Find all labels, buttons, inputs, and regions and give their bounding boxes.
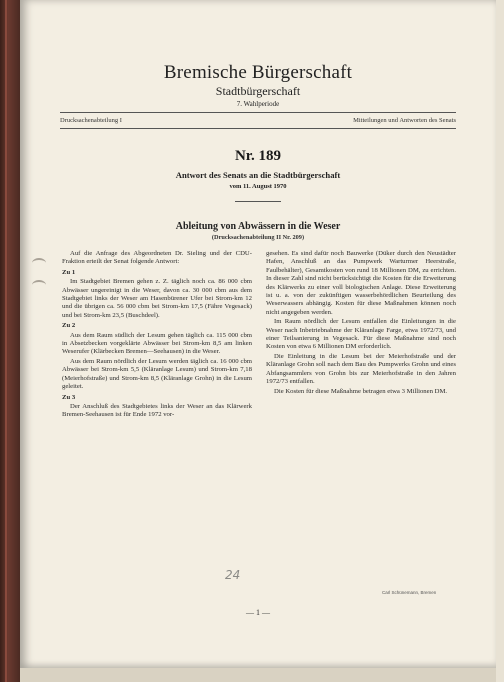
binder-spine [5, 0, 7, 682]
subject-heading: Ableitung von Abwässern in die Weser [175, 221, 341, 232]
printer-imprint: Carl Schünemann, Bremen [382, 590, 437, 595]
document-number: Nr. 189 [234, 148, 282, 164]
divider-rule [235, 201, 281, 202]
handwritten-note: 24 [225, 568, 241, 582]
paragraph: gesehen. Es sind dafür noch Bauwerke (Düker durch den Neustädter Hafen, Anschluß an das Pumpwerk Warturmer Heerstraße, Faulbehälter), Gesamtkosten von rund 18 Millionen DM, zu errichten. In dieser Zahl sind nicht berücksichtigt die Kosten für die Erweiterung des Klärwerks zu einer voll biologischen Anlage. Diese Erweiterung ist u. a. von der zukünftigen wasserbehördlichen Beurteilung des Weserwassers abhängig. Kosten für diese Maßnahmen können noch nicht angegeben werden. [266, 250, 456, 316]
section-heading: Zu 3 [62, 393, 76, 401]
header-rule-top [60, 112, 456, 113]
paragraph: Im Stadtgebiet Bremen gehen z. Z. täglich noch ca. 86 000 cbm Abwässer ungereinigt in die Weser, davon ca. 30 000 cbm aus dem Stadtgebiet links der Weser am Hasenbürener Ufer bei Strom-km 12 und die übrigen ca. 56 000 cbm bei Strom-km 17,5 (Fähre Vegesack) und bei Strom-km 23,5 (Buschdeel). [62, 278, 252, 319]
reference-line: (Drucksachenabteilung II Nr. 209) [211, 234, 305, 241]
paragraph: Aus dem Raum südlich der Lesum gehen täglich ca. 115 000 cbm in Absetzbecken vorgeklärte Abwässer bei Strom-km 8,5 am linken Weserufer (Klärbecken Bremen—Seehausen) in die Weser. [62, 331, 252, 356]
paragraph: Der Anschluß des Stadtgebietes links der Weser an das Klärwerk Bremen-Seehausen ist für Ende 1972 vor- [62, 402, 252, 419]
paragraph: Auf die Anfrage des Abgeordneten Dr. Sieling und der CDU-Fraktion erteilt der Senat folgende Antwort: [62, 250, 252, 266]
section-heading: Zu 2 [62, 322, 76, 330]
page-number: — 1 — [246, 608, 270, 617]
answer-title: Antwort des Senats an die Stadtbürgerschaft [175, 170, 341, 180]
document-date: vom 11. August 1970 [229, 183, 287, 190]
section-right: Mitteilungen und Antworten des Senats [353, 117, 456, 124]
paragraph: Im Raum nördlich der Lesum entfallen die Einleitungen in die Weser nach Inbetriebnahme der Kläranlage Farge, etwa 1972/73, und einer Teilsanierung in Vegesack. Für diese Maßnahme sind noch Kosten von etwa 6 Millionen DM erforderlich. [266, 318, 456, 351]
right-column [266, 250, 456, 397]
chamber-title: Stadtbürgerschaft [215, 84, 301, 98]
document-page [20, 0, 496, 668]
election-period: 7. Wahlperiode [236, 100, 280, 108]
left-column [62, 250, 252, 421]
sheet-edge-right [496, 0, 504, 682]
parliament-title: Bremische Bürgerschaft [163, 62, 353, 83]
binder-edge [0, 0, 20, 682]
punch-hole-bottom [32, 280, 46, 290]
section-heading: Zu 1 [62, 268, 76, 276]
punch-hole-top [32, 258, 46, 268]
paragraph: Die Einleitung in die Lesum bei der Meierhofstraße und der Kläranlage Grohn soll nach dem Bau des Pumpwerks Grohn und eines Abfangsammlers von Grohn bis zur Meierhofstraße in den Jahren 1972/73 entfallen. [266, 352, 456, 386]
paragraph: Aus dem Raum nördlich der Lesum werden täglich ca. 16 000 cbm Abwässer bei Strom-km 5,5 (Kläranlage Lesum) und Strom-km 7,18 (Meierhofstraße) und Strom-km 8,5 (Kläranlage Grohn) in die Lesum geleitet. [62, 357, 252, 391]
paragraph: Die Kosten für diese Maßnahme betragen etwa 3 Millionen DM. [274, 387, 448, 395]
section-left: Drucksachenabteilung I [60, 117, 122, 124]
sheet-below [20, 668, 504, 682]
header-rule-bottom [60, 128, 456, 129]
